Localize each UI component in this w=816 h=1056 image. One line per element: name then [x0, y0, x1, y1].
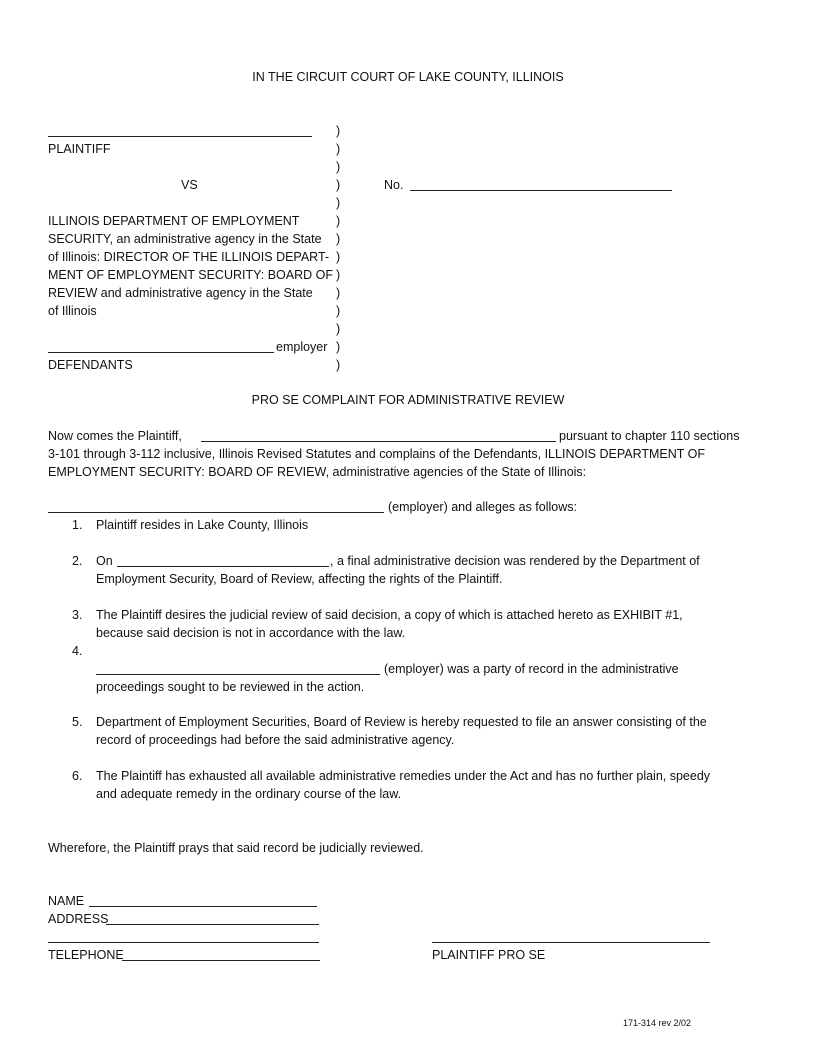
name-label: NAME — [48, 894, 85, 908]
name-field[interactable] — [89, 906, 317, 907]
telephone-field[interactable] — [122, 960, 320, 961]
paren: ) — [336, 160, 341, 174]
plaintiff-label: PLAINTIFF — [48, 142, 111, 156]
paren: ) — [336, 322, 341, 336]
wherefore-text: Wherefore, the Plaintiff prays that said record be judicially reviewed. — [48, 841, 424, 855]
paren: ) — [336, 358, 341, 372]
case-number-line[interactable] — [410, 190, 672, 191]
item-text-continued: Employment Security, Board of Review, affecting the rights of the Plaintiff. — [96, 572, 503, 586]
address-field-line2[interactable] — [48, 942, 319, 943]
paren: ) — [336, 304, 341, 318]
item-text: On — [96, 554, 113, 568]
item-number: 2. — [72, 554, 83, 568]
plaintiff-pro-se-label: PLAINTIFF PRO SE — [432, 948, 546, 962]
court-title: IN THE CIRCUIT COURT OF LAKE COUNTY, ILLINOIS — [252, 70, 564, 84]
employer-field[interactable] — [48, 512, 384, 513]
vs-label: VS — [181, 178, 198, 192]
item-text-continued: and adequate remedy in the ordinary course of the law. — [96, 787, 402, 801]
item-number: 3. — [72, 608, 83, 622]
intro-line2: 3-101 through 3-112 inclusive, Illinois Revised Statutes and complains of the Defendants, ILLINOIS DEPARTMENT OF — [48, 447, 706, 461]
employer-name-line[interactable] — [48, 352, 274, 353]
defendant-line: of Illinois: DIRECTOR OF THE ILLINOIS DEPART- — [48, 250, 330, 264]
item-text: The Plaintiff has exhausted all available administrative remedies under the Act and has no further plain, speedy — [96, 769, 711, 783]
case-number-label: No. — [384, 178, 404, 192]
paren: ) — [336, 340, 341, 354]
plaintiff-name-field[interactable] — [201, 441, 556, 442]
defendant-line: MENT OF EMPLOYMENT SECURITY: BOARD OF — [48, 268, 333, 282]
item-text-continued: proceedings sought to be reviewed in the action. — [96, 680, 365, 694]
item-number: 5. — [72, 715, 83, 729]
item-text: The Plaintiff desires the judicial review of said decision, a copy of which is attached hereto as EXHIBIT #1, — [96, 608, 683, 622]
paren: ) — [336, 214, 341, 228]
item-text-continued: record of proceedings had before the said administrative agency. — [96, 733, 455, 747]
complaint-title: PRO SE COMPLAINT FOR ADMINISTRATIVE REVIEW — [251, 393, 565, 407]
signature-line[interactable] — [432, 942, 710, 943]
item-text: , a final administrative decision was rendered by the Department of — [330, 554, 700, 568]
party-employer-field[interactable] — [96, 674, 380, 675]
intro-line3: EMPLOYMENT SECURITY: BOARD OF REVIEW, administrative agencies of the State of Illinois: — [48, 465, 587, 479]
address-label: ADDRESS — [48, 912, 109, 926]
paren: ) — [336, 286, 341, 300]
paren: ) — [336, 124, 341, 138]
intro-line1-start: Now comes the Plaintiff, — [48, 429, 182, 443]
item-text: (employer) was a party of record in the administrative — [384, 662, 679, 676]
defendants-label: DEFENDANTS — [48, 358, 133, 372]
address-field[interactable] — [106, 924, 319, 925]
paren: ) — [336, 232, 341, 246]
defendant-line: ILLINOIS DEPARTMENT OF EMPLOYMENT — [48, 214, 300, 228]
item-text: Plaintiff resides in Lake County, Illinois — [96, 518, 309, 532]
item-text-continued: because said decision is not in accordance with the law. — [96, 626, 406, 640]
paren: ) — [336, 268, 341, 282]
alleges-text: (employer) and alleges as follows: — [388, 500, 577, 514]
item-text: Department of Employment Securities, Board of Review is hereby requested to file an answer consisting of the — [96, 715, 707, 729]
paren: ) — [336, 178, 341, 192]
intro-line1-end: pursuant to chapter 110 sections — [559, 429, 740, 443]
item-number: 1. — [72, 518, 83, 532]
paren: ) — [336, 142, 341, 156]
employer-label: employer — [276, 340, 328, 354]
telephone-label: TELEPHONE — [48, 948, 124, 962]
paren: ) — [336, 196, 341, 210]
item-number: 4. — [72, 644, 83, 658]
paren: ) — [336, 250, 341, 264]
defendant-line: REVIEW and administrative agency in the State — [48, 286, 313, 300]
plaintiff-name-line[interactable] — [48, 136, 312, 137]
form-number: 171-314 rev 2/02 — [623, 1018, 692, 1028]
defendant-line: of Illinois — [48, 304, 97, 318]
item-number: 6. — [72, 769, 83, 783]
defendant-line: SECURITY, an administrative agency in the State — [48, 232, 322, 246]
decision-date-field[interactable] — [117, 566, 329, 567]
